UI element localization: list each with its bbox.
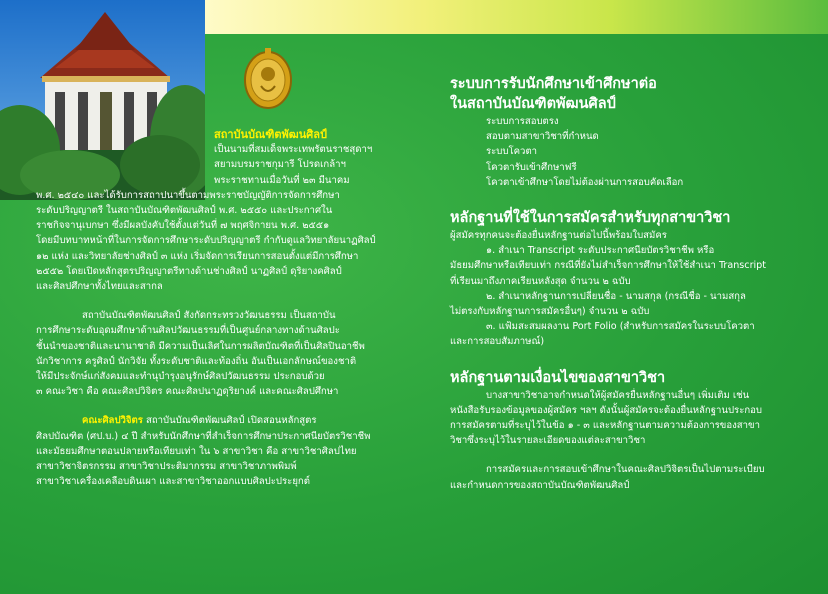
left-column (36, 127, 408, 489)
para2-line: การศึกษาระดับอุดมศึกษาด้านศิลปวัฒนธรรมที่เป็นศูนย์กลางทางด้านศิลปะ (36, 325, 340, 337)
admission-item: สอบตามสาขาวิชาที่กำหนด (486, 131, 599, 143)
required-documents-heading: หลักฐานที่ใช้ในการสมัครสำหรับทุกสาขาวิชา (450, 210, 731, 227)
document-item-2-cont: ไม่ตรงกับหลักฐานการสมัครอื่นๆ) จำนวน ๒ ฉบับ (450, 306, 650, 318)
para2-line: ๓ คณะวิชา คือ คณะศิลปวิจิตร คณะศิลปนาฏดุริยางค์ และคณะศิลปศึกษา (36, 386, 339, 398)
para1-line: พระราชทานเมื่อวันที่ ๒๓ มีนาคม (214, 174, 350, 186)
faculty-name-highlight: คณะศิลปวิจิตร (82, 415, 143, 427)
documents-intro: ผู้สมัครทุกคนจะต้องยื่นหลักฐานต่อไปนี้พร้อมใบสมัคร (450, 230, 667, 242)
para3-line: สาขาวิชาจิตรกรรม สาขาวิชาประติมากรรม สาขาวิชาภาพพิมพ์ (36, 461, 297, 473)
admission-item: ระบบการสอบตรง (486, 116, 559, 127)
para2-line: ให้มีประจักษ์แก่สังคมและทำนุบำรุงอนุรักษ์ศิลปวัฒนธรรม ประกอบด้วย (36, 371, 325, 383)
conditions-line: บางสาขาวิชาอาจกำหนดให้ผู้สมัครยื่นหลักฐานอื่นๆ เพิ่มเติม เช่น (486, 389, 750, 401)
conditions-line: วิชาซึ่งระบุไว้ในรายละเอียดของแต่ละสาขาวิชา (450, 435, 646, 447)
para1-line: เป็นนามที่สมเด็จพระเทพรัตนราชสุดาฯ (214, 144, 373, 156)
admission-system-heading-line2: ในสถาบันบัณฑิตพัฒนศิลป์ (450, 96, 616, 112)
para1-line: โดยมีบทบาทหน้าที่ในการจัดการศึกษาระดับปริญญาตรี กำกับดูแลวิทยาลัยนาฏศิลป์ (36, 235, 376, 247)
document-item-3: ๓. แฟ้มสะสมผลงาน Port Folio (สำหรับการสมัครในระบบโควตา (486, 321, 755, 333)
para1-line: ระดับปริญญาตรี ในสถาบันบัณฑิตพัฒนศิลป์ พ.ศ. ๒๕๕๐ และประกาศใน (36, 205, 333, 217)
document-item-1: ๑. สำเนา Transcript ระดับประกาศนียบัตรวิชาชีพ หรือ (486, 245, 715, 257)
para3-first-text: สถาบันบัณฑิตพัฒนศิลป์ เปิดสอนหลักสูตร (145, 415, 317, 427)
ganesha-seal-logo (243, 46, 293, 110)
conditions-line: หนังสือรับรองข้อมูลของผู้สมัคร ฯลฯ ดังนั้นผู้สมัครจะต้องยื่นหลักฐานประกอบ (450, 404, 763, 416)
para1-line: พ.ศ. ๒๕๔๐ และได้รับการสถาปนาขึ้นตามพระราชบัญญัติการจัดการศึกษา (36, 189, 340, 201)
para1-line: ราชกิจจานุเบกษา ซึ่งมีผลบังคับใช้ตั้งแต่วันที่ ๗ พฤศจิกายน พ.ศ. ๒๕๕๑ (36, 220, 330, 232)
regulation-line: และกำหนดการของสถาบันบัณฑิตพัฒนศิลป์ (450, 479, 630, 491)
admission-item: ระบบโควตา (486, 146, 538, 158)
para1-line: ๒๕๕๒ โดยเปิดหลักสูตรปริญญาตรีทางด้านช่างศิลป์ นาฏศิลป์ ดุริยางคศิลป์ (36, 265, 342, 277)
para2-line: ชั้นนำของชาติและนานาชาติ มีความเป็นเลิศในการผลิตบัณฑิตที่เป็นศิลปินอาชีพ (36, 340, 365, 352)
document-item-1-cont: ที่เรียนมาถึงภาคเรียนหลังสุด จำนวน ๒ ฉบับ (450, 275, 631, 287)
conditional-documents-heading: หลักฐานตามเงื่อนไขของสาขาวิชา (450, 369, 666, 386)
para3-line: สาขาวิชาเครื่องเคลือบดินเผา และสาขาวิชาออกแบบศิลปะประยุกต์ (36, 476, 310, 488)
para2-line: นักวิชาการ ครูศิลป์ นักวิจัย ทั้งระดับชาติและท้องถิ่น อันเป็นเอกลักษณ์ของชาติ (36, 355, 357, 367)
institute-title: สถาบันบัณฑิตพัฒนศิลป์ (214, 128, 327, 141)
top-gradient-strip (205, 0, 828, 34)
document-item-1-cont: มัธยมศึกษาหรือเทียบเท่า กรณีที่ยังไม่สำเร็จการศึกษาให้ใช้สำเนา Transcript (450, 260, 767, 272)
para3-first-line (36, 413, 408, 428)
document-item-3-cont: และการสอบสัมภาษณ์) (450, 336, 545, 348)
document-item-2: ๒. สำเนาหลักฐานการเปลี่ยนชื่อ - นามสกุล (กรณีชื่อ - นามสกุล (486, 290, 746, 302)
para3-line: และมัธยมศึกษาตอนปลายหรือเทียบเท่า ใน ๖ สาขาวิชา คือ สาขาวิชาศิลปไทย (36, 445, 357, 457)
conditions-line: การสมัครตามที่ระบุไว้ในข้อ ๑ - ๓ และหลักฐานตามความต้องการของสาขา (450, 420, 760, 432)
admission-item: โควตารับเข้าศึกษาฟรี (486, 161, 577, 173)
regulation-line: การสมัครและการสอบเข้าศึกษาในคณะศิลปวิจิตรเป็นไปตามระเบียบ (486, 464, 765, 476)
right-column (450, 74, 800, 493)
admission-system-heading: ระบบการรับนักศึกษาเข้าศึกษาต่อ (450, 76, 657, 92)
para1-line: สยามบรมราชกุมารี โปรดเกล้าฯ (214, 159, 346, 171)
para2-line: สถาบันบัณฑิตพัฒนศิลป์ สังกัดกระทรวงวัฒนธรรม เป็นสถาบัน (82, 310, 336, 322)
para3-line: ศิลปบัณฑิต (ศป.บ.) ๔ ปี สำหรับนักศึกษาที่สำเร็จการศึกษาประกาศนียบัตรวิชาชีพ (36, 430, 371, 442)
para1-line: และศิลปศึกษาทั้งไทยและสากล (36, 281, 163, 293)
admission-item: โควตาเข้าศึกษาโดยไม่ต้องผ่านการสอบคัดเลือก (486, 176, 684, 188)
para1-line: ๑๒ แห่ง และวิทยาลัยช่างศิลป์ ๓ แห่ง เริ่มจัดการเรียนการสอนตั้งแต่มีการศึกษา (36, 250, 359, 262)
